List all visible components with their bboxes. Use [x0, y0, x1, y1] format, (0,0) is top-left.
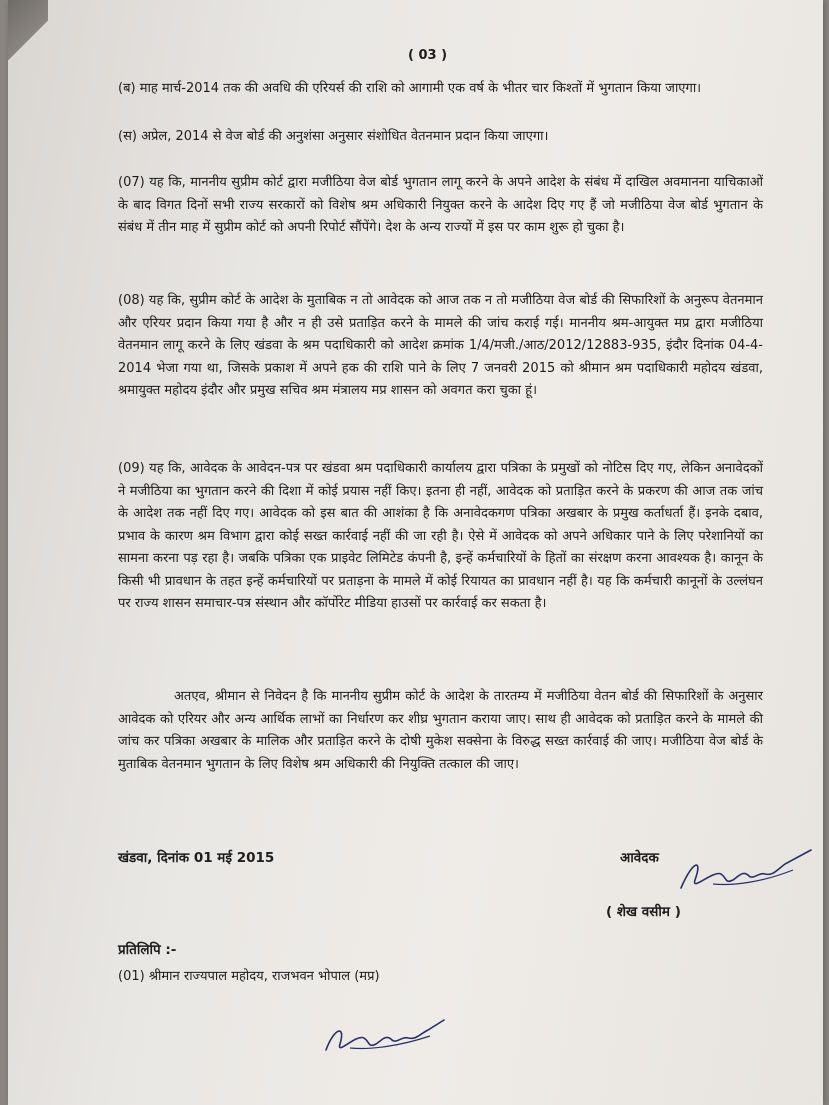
paragraph-09: (09) यह कि, आवेदक के आवेदन-पत्र पर खंडवा श्रम पदाधिकारी कार्यालय द्वारा पत्रिका के प्रमुखों को नोटिस दिए गए, लेकिन अनावेदकों ने मजीठिया का भुगतान करने की दिशा में कोई प्रयास नहीं किए। इतना ही नहीं, आवेदक को प्रताड़ित करने के प्रकरण की आज तक जांच के आदेश तक नहीं दिए गए। आवेदक को इस बात की आशंका है कि अनावेदकगण पत्रिका अखबार के प्रमुख कर्ताधर्ता हैं। इनके दबाव, प्रभाव के कारण श्रम विभाग द्वारा कोई सख्त कार्रवाई नहीं की जा रही है। ऐसे में आवेदक को अपने अधिकार पाने के लिए परेशानियों का सामना करना पड़ रहा है। जबकि पत्रिका एक प्राइवेट लिमिटेड कंपनी है, इन्हें कर्मचारियों के हितों का संरक्षण करना आवश्यक है। कानून के किसी भी प्रावधान के तहत इन्हें कर्मचारियों पर प्रताड़ना के मामले में कोई रियायत का प्रावधान नहीं है। यह कि कर्मचारी कानूनों के उल्लंघन पर राज्य शासन समाचार-पत्र संस्थान और कॉर्पोरेट मीडिया हाउसों पर कार्रवाई कर सकता है। — [118, 461, 763, 611]
document-page — [8, 0, 823, 1105]
paragraph-07: (07) यह कि, माननीय सुप्रीम कोर्ट द्वारा मजीठिया वेज बोर्ड भुगतान लागू करने के अपने आदेश के संबंध में दाखिल अवमानना याचिकाओं के बाद विगत दिनों सभी राज्य सरकारों को विशेष श्रम अधिकारी नियुक्त करने के आदेश दिए गए हैं जो मजीठिया वेज बोर्ड भुगतान के संबंध में तीन माह में सुप्रीम कोर्ट को अपनी रिपोर्ट सौंपेंगे। देश के अन्य राज्यों में इस पर काम शुरू हो चुका है। — [118, 175, 763, 235]
signature-image — [673, 840, 818, 900]
folded-corner — [8, 0, 48, 60]
place-date: खंडवा, दिनांक 01 मई 2015 — [118, 850, 275, 866]
prayer-paragraph: अतएव, श्रीमान से निवेदन है कि माननीय सुप्रीम कोर्ट के आदेश के तारतम्य में मजीठिया वेतन बोर्ड की सिफारिशों के अनुसार आवेदक को एरियर और अन्य आर्थिक लाभों का निर्धारण कर शीघ्र भुगतान कराया जाए। साथ ही आवेदक को प्रताड़ित करने के मामले की जांच कर पत्रिका अखबार के मालिक और प्रताड़ित करने के दोषी मुकेश सक्सेना के विरुद्ध सख्त कार्रवाई की जाए। मजीठिया वेज बोर्ड के मुताबिक वेतनमान भुगतान के लिए विशेष श्रम अधिकारी की नियुक्ति तत्काल की जाए। — [118, 689, 763, 772]
signature-bottom-image — [320, 1010, 450, 1060]
paragraph-08: (08) यह कि, सुप्रीम कोर्ट के आदेश के मुताबिक न तो आवेदक को आज तक न तो मजीठिया वेज बोर्ड की सिफारिशों के अनुरूप वेतनमान और एरियर प्रदान किया गया है और न ही उसे प्रताड़ित करने के मामले की जांच कराई गई। माननीय श्रम-आयुक्त मप्र द्वारा मजीठिया वेतनमान लागू करने के लिए खंडवा के श्रम पदाधिकारी को आदेश क्रमांक 1/4/मजी./आठ/2012/12883-935, इंदौर दिनांक 04-4-2014 भेजा गया था, जिसके प्रकाश में अपने हक की राशि पाने के लिए 7 जनवरी 2015 को श्रीमान श्रम पदाधिकारी महोदय खंडवा, श्रमायुक्त महोदय इंदौर और प्रमुख सचिव श्रम मंत्रालय मप्र शासन को अवगत करा चुका हूं। — [118, 293, 763, 398]
paragraph-s: (स) अप्रेल, 2014 से वेज बोर्ड की अनुशंसा अनुसार संशोधित वेतनमान प्रदान किया जाएगा। — [118, 129, 549, 144]
copy-label: प्रतिलिपि :- — [118, 942, 177, 958]
applicant-name: ( शेख वसीम ) — [606, 904, 681, 920]
paragraph-b: (ब) माह मार्च-2014 तक की अवधि की एरियर्स की राशि को आगामी एक वर्ष के भीतर चार किश्तों में भुगतान किया जाएगा। — [118, 81, 702, 96]
applicant-label: आवेदक — [620, 850, 659, 866]
page-number: ( 03 ) — [408, 48, 448, 63]
copy-item-1: (01) श्रीमान राज्यपाल महोदय, राजभवन भोपाल (मप्र) — [118, 969, 380, 984]
